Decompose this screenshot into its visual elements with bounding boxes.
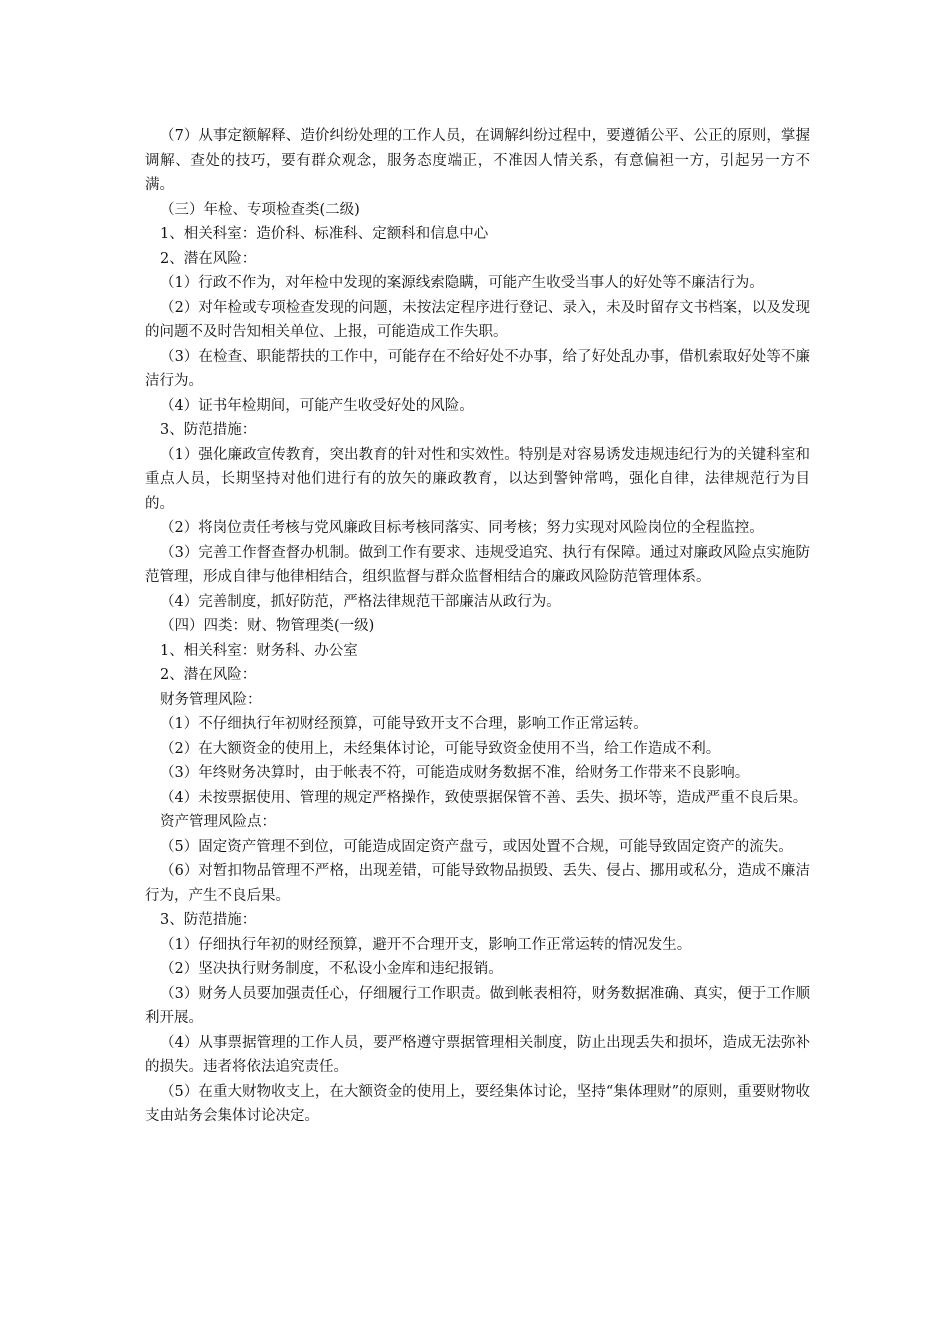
- paragraph: （2）坚决执行财务制度，不私设小金库和违纪报销。: [160, 961, 503, 977]
- paragraph: （7）从事定额解释、造价纠纷处理的工作人员，在调解纠纷过程中，要遵循公平、公正的原则，掌握调解、查处的技巧，要有群众观念，服务态度端正，不准因人情关系，有意偏袒一方，引起另一方不满。: [145, 128, 810, 193]
- paragraph: （5）在重大财物收支上，在大额资金的使用上，要经集体讨论，坚持“集体理财”的原则，重要财物收支由站务会集体讨论决定。: [145, 1083, 810, 1124]
- paragraph: （2）对年检或专项检查发现的问题，未按法定程序进行登记、录入，未及时留存文书档案，以及发现的问题不及时告知相关单位、上报，可能造成工作失职。: [145, 299, 810, 340]
- paragraph: （5）固定资产管理不到位，可能造成固定资产盘亏，或因处置不合规，可能导致固定资产的流失。: [160, 838, 793, 855]
- paragraph: （4）证书年检期间，可能产生收受好处的风险。: [160, 397, 474, 414]
- paragraph: （2）在大额资金的使用上，未经集体讨论，可能导致资金使用不当，给工作造成不利。: [160, 740, 721, 757]
- paragraph: （1）行政不作为，对年检中发现的案源线索隐瞒，可能产生收受当事人的好处等不廉洁行为。: [160, 275, 764, 291]
- paragraph: （3）完善工作督查督办机制。做到工作有要求、违规受追究、执行有保障。通过对廉政风险点实施防范管理，形成自律与他律相结合，组织监督与群众监督相结合的廉政风险防范管理体系。: [145, 544, 810, 585]
- paragraph: 资产管理风险点：: [160, 814, 276, 830]
- paragraph: 1、相关科室：财务科、办公室: [160, 642, 358, 659]
- paragraph: 财务管理风险：: [160, 691, 262, 708]
- paragraph: （6）对暂扣物品管理不严格，出现差错，可能导致物品损毁、丢失、侵占、挪用或私分，造成不廉洁行为，产生不良后果。: [145, 863, 810, 904]
- paragraph: （1）不仔细执行年初财经预算，可能导致开支不合理，影响工作正常运转。: [160, 716, 648, 732]
- paragraph: （4）完善制度，抓好防范，严格法律规范干部廉洁从政行为。: [160, 593, 561, 610]
- paragraph: （4）未按票据使用、管理的规定严格操作，致使票据保管不善、丢失、损坏等，造成严重不良后果。: [160, 789, 808, 806]
- paragraph: 3、防范措施：: [160, 912, 257, 928]
- paragraph: 3、防范措施：: [160, 422, 257, 438]
- paragraph: （3）财务人员要加强责任心，仔细履行工作职责。做到帐表相符，财务数据准确、真实，便于工作顺利开展。: [145, 985, 810, 1026]
- paragraph: 2、潜在风险：: [160, 667, 257, 683]
- paragraph: （1）仔细执行年初的财经预算，避开不合理开支，影响工作正常运转的情况发生。: [160, 936, 692, 953]
- paragraph: （四）四类：财、物管理类(一级): [160, 618, 375, 634]
- paragraph: （三）年检、专项检查类(二级): [160, 201, 360, 218]
- paragraph: （3）年终财务决算时，由于帐表不符，可能造成财务数据不准，给财务工作带来不良影响。: [160, 765, 750, 781]
- paragraph: （1）强化廉政宣传教育，突出教育的针对性和实效性。特别是对容易诱发违规违纪行为的关键科室和重点人员，长期坚持对他们进行有的放矢的廉政教育，以达到警钟常鸣，强化自律，法律规范行为目的。: [145, 446, 810, 512]
- paragraph: （3）在检查、职能帮扶的工作中，可能存在不给好处不办事，给了好处乱办事，借机索取好处等不廉洁行为。: [145, 348, 810, 389]
- paragraph: （2）将岗位责任考核与党风廉政目标考核同落实、同考核；努力实现对风险岗位的全程监控。: [160, 520, 764, 536]
- document-body: [145, 124, 810, 1129]
- paragraph: 2、潜在风险：: [160, 250, 257, 267]
- paragraph: 1、相关科室：造价科、标准科、定额科和信息中心: [160, 226, 489, 242]
- paragraph: （4）从事票据管理的工作人员，要严格遵守票据管理相关制度，防止出现丢失和损坏，造成无法弥补的损失。违者将依法追究责任。: [145, 1034, 810, 1075]
